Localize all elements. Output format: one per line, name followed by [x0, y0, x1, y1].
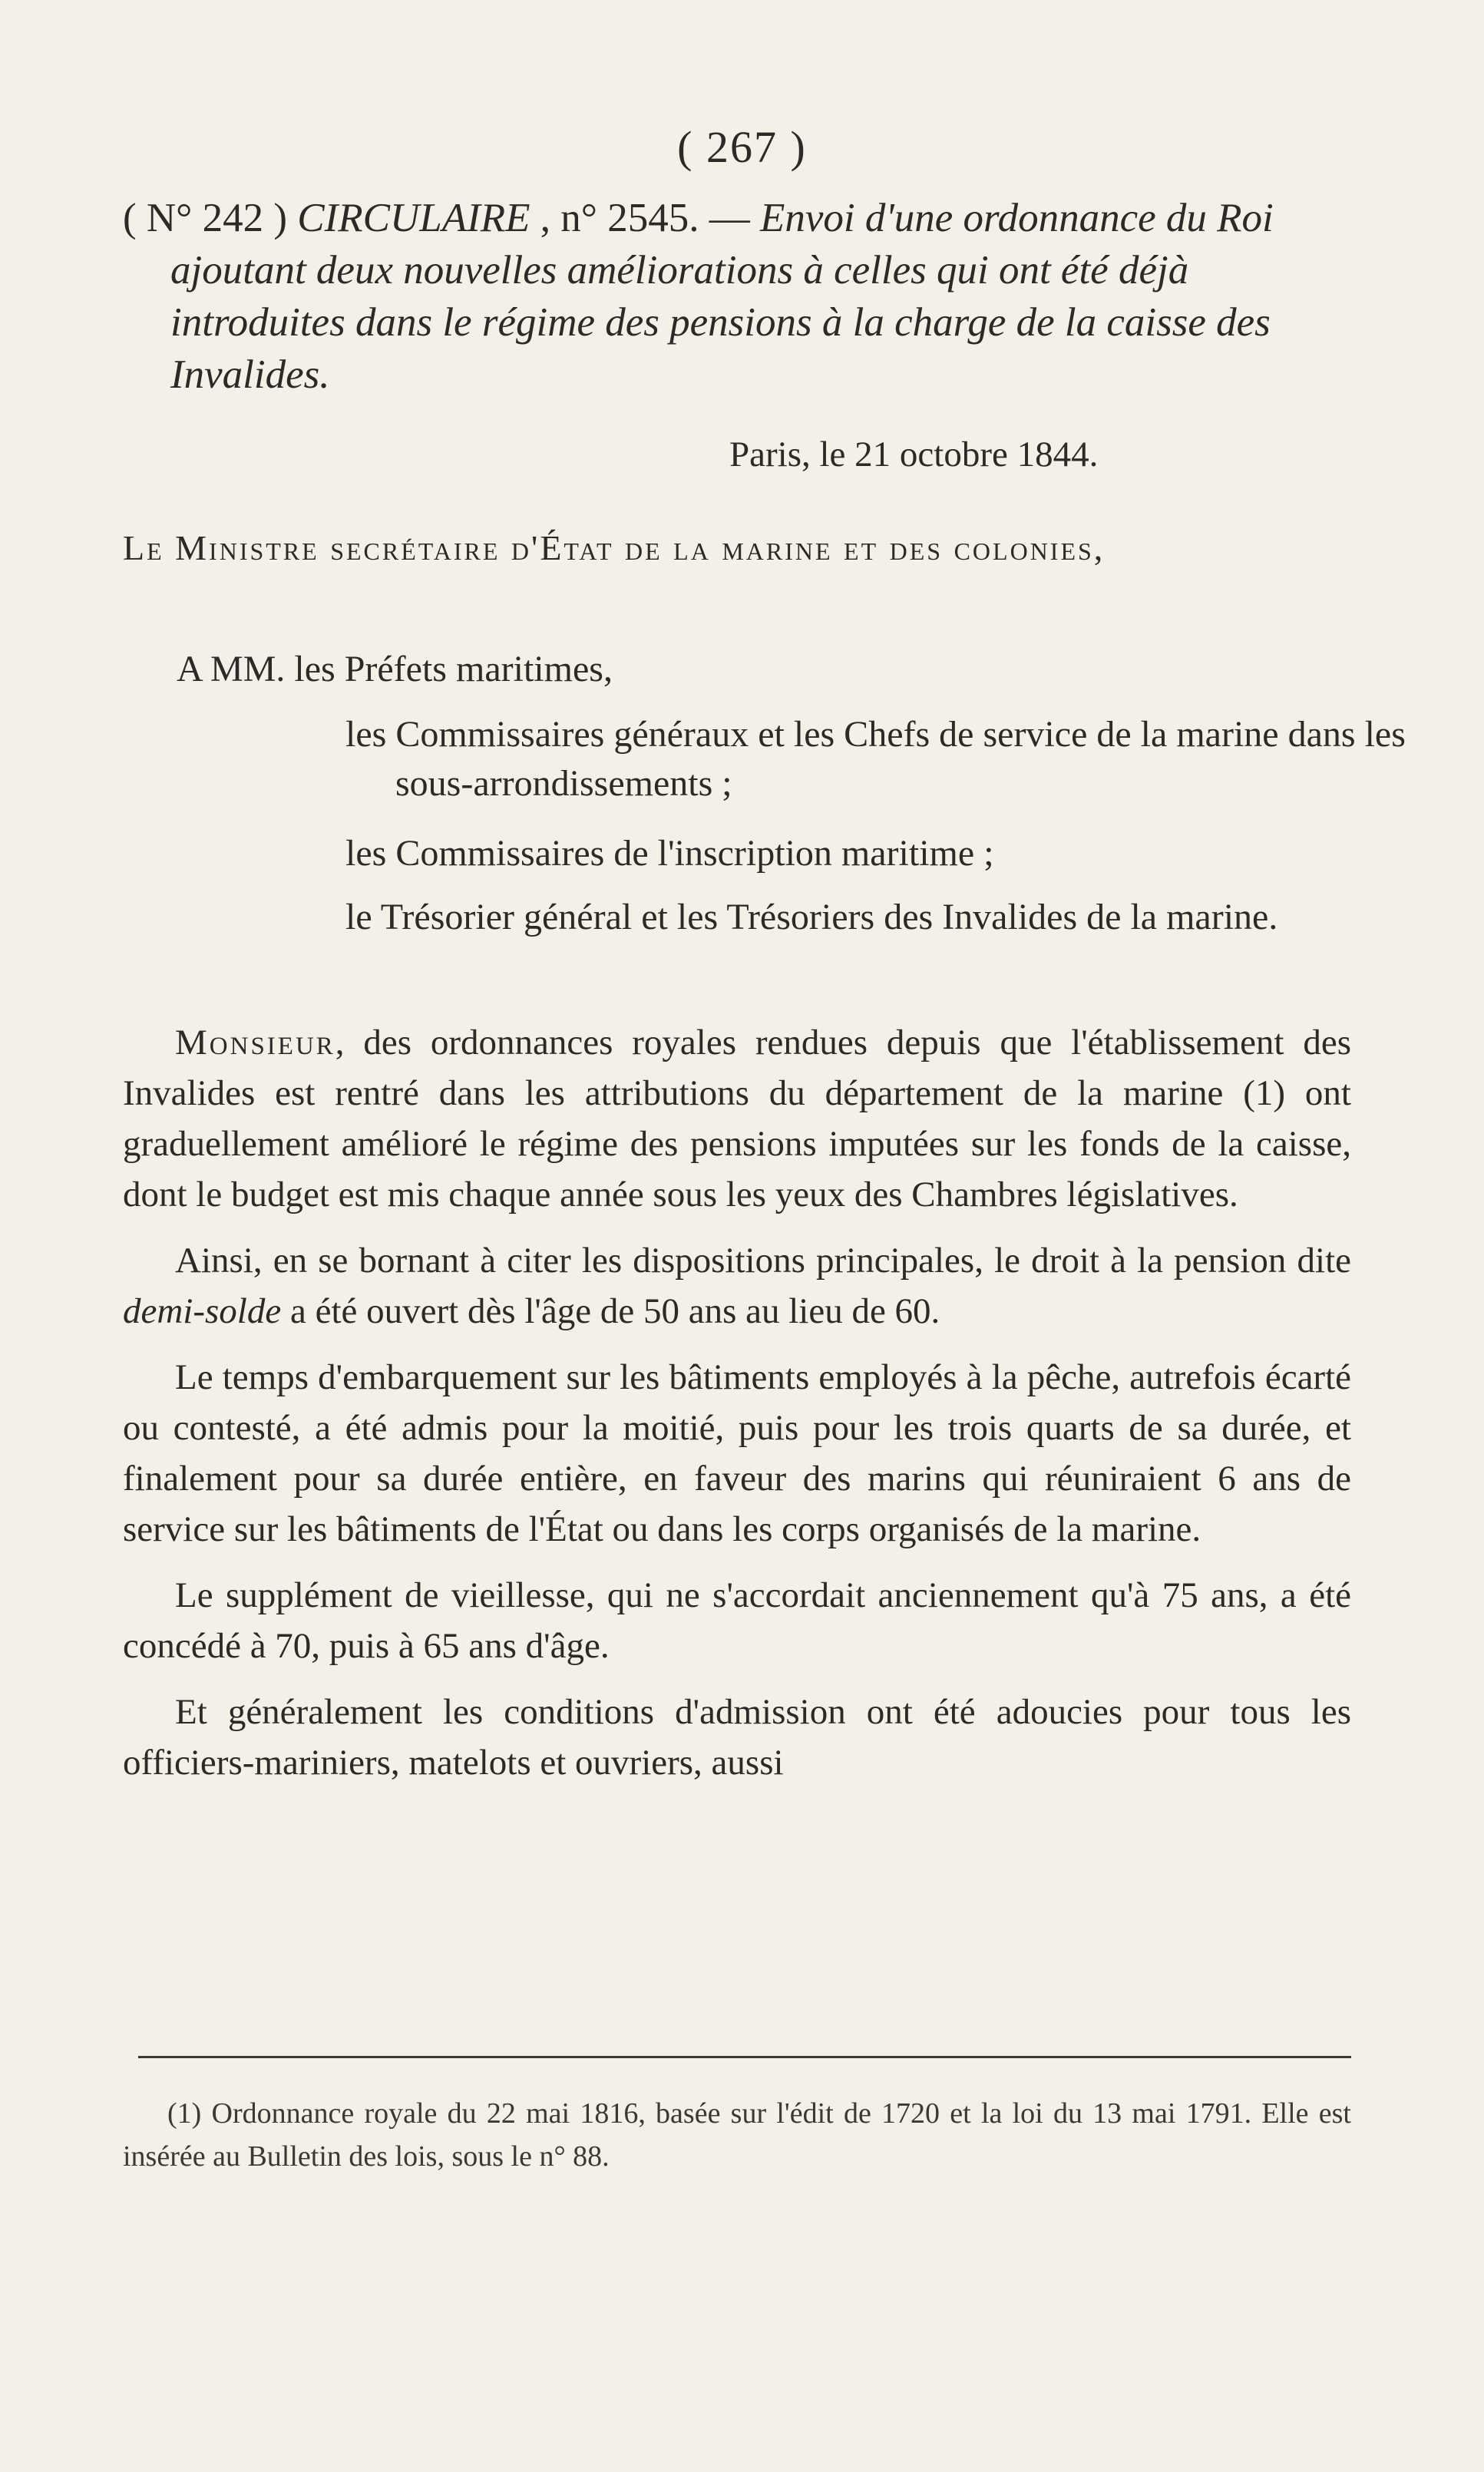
minister-line: Le Ministre secrétaire d'État de la marine et des colonies, — [123, 528, 1106, 567]
circular-serial: , n° 2545. — — [540, 196, 750, 240]
footnote-divider — [138, 2056, 1351, 2058]
emphasized-term: demi-solde — [123, 1291, 282, 1331]
circular-label: CIRCULAIRE — [297, 196, 530, 240]
addressee-prefects: A MM. les Préfets maritimes, — [177, 649, 613, 689]
circular-heading — [123, 192, 1351, 401]
addressee-treasurers: le Trésorier général et les Trésoriers des Invalides de la marine. — [345, 897, 1278, 937]
page-number: ( 267 ) — [677, 122, 807, 172]
addressee-inscription: les Commissaires de l'inscription maritime ; — [345, 833, 994, 874]
paragraph-4: Le supplément de vieillesse, qui ne s'accordait anciennement qu'à 75 ans, a été concédé à 70, puis à 65 ans d'âge. — [123, 1575, 1351, 1666]
letter-body — [123, 1017, 1351, 1803]
dateline: Paris, le 21 octobre 1844. — [729, 435, 1099, 474]
paragraph-1: Monsieur, des ordonnances royales rendues depuis que l'établissement des Invalides est rentré dans les attributions du département de la marine (1) ont graduellement amélioré le régime des pensions imputées sur les fonds de la caisse, dont le budget est mis chaque année sous les yeux des Chambres législatives. — [123, 1023, 1351, 1215]
footnote — [123, 2092, 1351, 2178]
paragraph-2: Ainsi, en se bornant à citer les dispositions principales, le droit à la pension dite demi-solde a été ouvert dès l'âge de 50 ans au lieu de 60. — [123, 1241, 1351, 1331]
circular-number: ( N° 242 ) — [123, 196, 288, 240]
salutation: Monsieur — [175, 1023, 335, 1062]
addressee-commissioners: les Commissaires généraux et les Chefs de service de la marine dans les sous-arrondissements ; — [345, 714, 1406, 804]
circular-title: Envoi d'une ordonnance du Roi ajoutant deux nouvelles améliorations à celles qui ont été déjà introduites dans le régime des pensions à la charge de la caisse des Invalides. — [170, 196, 1274, 397]
paragraph-3: Le temps d'embarquement sur les bâtiments employés à la pêche, autrefois écarté ou contesté, a été admis pour la moitié, puis pour les trois quarts de sa durée, et finalement pour sa durée entière, en faveur des marins qui réuniraient 6 ans de service sur les bâtiments de l'État ou dans les corps organisés de la marine. — [123, 1357, 1351, 1549]
footnote-text: (1) Ordonnance royale du 22 mai 1816, basée sur l'édit de 1720 et la loi du 13 mai 1791. Elle est insérée au Bulletin des lois, sous le n° 88. — [123, 2097, 1351, 2173]
paragraph-5: Et généralement les conditions d'admission ont été adoucies pour tous les officiers-mariniers, matelots et ouvriers, aussi — [123, 1692, 1351, 1783]
